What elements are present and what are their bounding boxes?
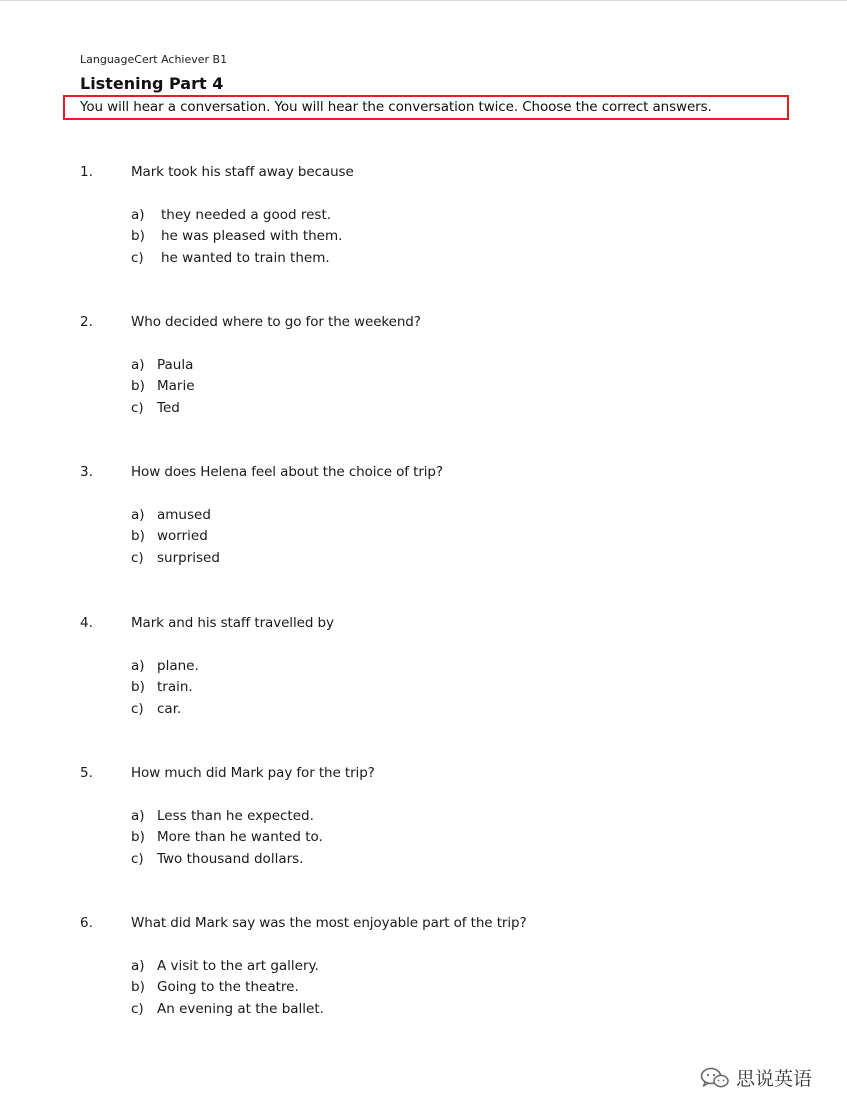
question-text: Who decided where to go for the weekend?	[131, 314, 421, 330]
option-letter: c)	[131, 1001, 144, 1017]
question-text: How does Helena feel about the choice of trip?	[131, 464, 443, 480]
option-text: More than he wanted to.	[157, 829, 323, 845]
question-number: 3.	[80, 464, 93, 480]
option-text: Paula	[157, 357, 194, 373]
option-text: he was pleased with them.	[161, 228, 343, 244]
question-text: Mark and his staff travelled by	[131, 615, 334, 631]
option-text: A visit to the art gallery.	[157, 958, 319, 974]
option-letter: c)	[131, 701, 144, 717]
option-text: Two thousand dollars.	[157, 851, 304, 867]
option-letter: c)	[131, 400, 144, 416]
option-letter: b)	[131, 979, 145, 995]
option-text: Ted	[157, 400, 180, 416]
question-text: What did Mark say was the most enjoyable part of the trip?	[131, 915, 527, 931]
option-letter: c)	[131, 550, 144, 566]
option-letter: a)	[131, 207, 145, 223]
option-text: worried	[157, 528, 208, 544]
option-letter: b)	[131, 829, 145, 845]
question-text: Mark took his staff away because	[131, 164, 354, 180]
option-letter: a)	[131, 357, 145, 373]
question-text: How much did Mark pay for the trip?	[131, 765, 375, 781]
page-top-divider	[0, 0, 847, 1]
option-text: car.	[157, 701, 182, 717]
watermark-text: 思说英语	[736, 1068, 813, 1090]
option-text: plane.	[157, 658, 199, 674]
option-letter: b)	[131, 528, 145, 544]
option-text: Marie	[157, 378, 195, 394]
option-letter: a)	[131, 808, 145, 824]
option-letter: a)	[131, 958, 145, 974]
question-number: 2.	[80, 314, 93, 330]
watermark	[700, 1064, 812, 1091]
wechat-icon	[700, 1067, 730, 1089]
option-letter: a)	[131, 507, 145, 523]
option-text: they needed a good rest.	[161, 207, 332, 223]
question-number: 5.	[80, 765, 93, 781]
exam-subtitle: LanguageCert Achiever B1	[80, 53, 228, 66]
option-letter: c)	[131, 250, 144, 266]
option-text: Going to the theatre.	[157, 979, 299, 995]
question-number: 6.	[80, 915, 93, 931]
option-text: he wanted to train them.	[161, 250, 330, 266]
option-text: Less than he expected.	[157, 808, 314, 824]
option-text: amused	[157, 507, 211, 523]
question-number: 4.	[80, 615, 93, 631]
question-number: 1.	[80, 164, 93, 180]
option-letter: b)	[131, 378, 145, 394]
option-letter: c)	[131, 851, 144, 867]
option-letter: b)	[131, 228, 145, 244]
option-letter: a)	[131, 658, 145, 674]
option-text: train.	[157, 679, 193, 695]
page-title: Listening Part 4	[80, 74, 224, 93]
option-letter: b)	[131, 679, 145, 695]
option-text: surprised	[157, 550, 220, 566]
option-text: An evening at the ballet.	[157, 1001, 324, 1017]
instruction-text: You will hear a conversation. You will hear the conversation twice. Choose the correct answers.	[80, 99, 712, 115]
